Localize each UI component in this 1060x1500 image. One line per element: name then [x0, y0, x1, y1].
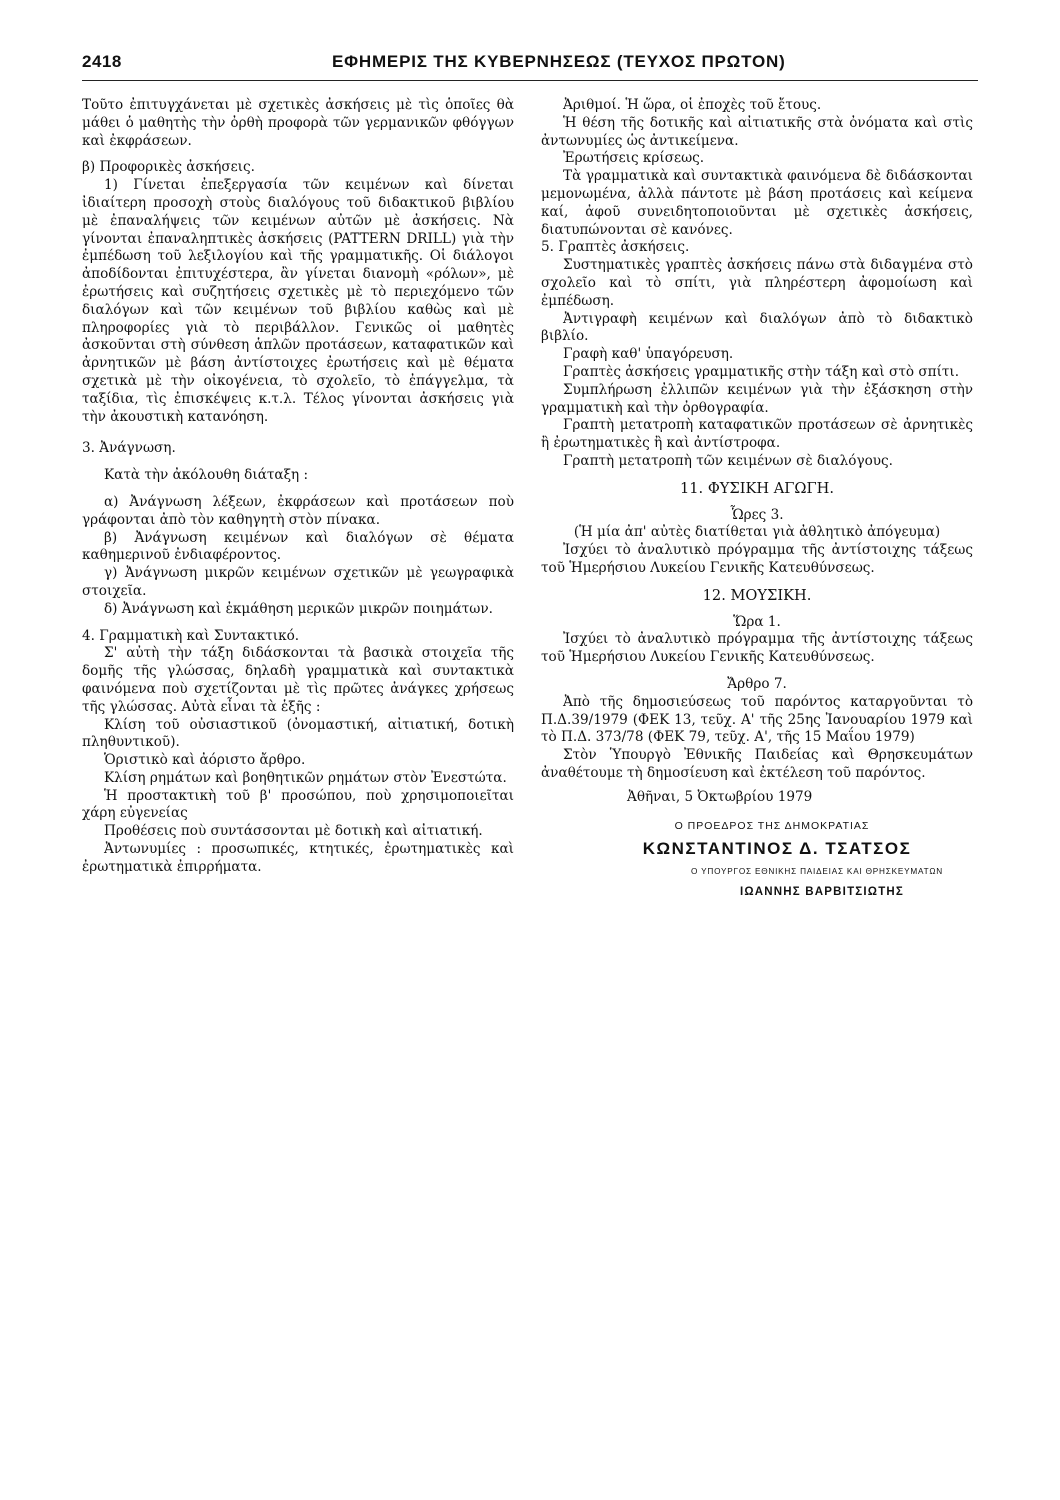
president-title: Ο ΠΡΟΕΔΡΟΣ ΤΗΣ ΔΗΜΟΚΡΑΤΙΑΣ — [674, 820, 870, 833]
written-item: Γραπτὴ μετατροπὴ καταφατικῶν προτάσεων σὲ ἀρνητικὲς ἢ ἐρωτηματικὲς ἢ καὶ ἀντίστροφα. — [541, 417, 973, 452]
reading-heading: 3. Ἀνάγνωση. — [82, 440, 176, 457]
left-column — [82, 97, 514, 877]
reading-item: α) Ἀνάγνωση λέξεων, ἐκφράσεων καὶ προτάσεων ποὺ γράφονται ἀπὸ τὸν καθηγητὴ στὸν πίνακα. — [82, 493, 514, 528]
written-item: Γραφὴ καθ' ὑπαγόρευση. — [563, 346, 734, 363]
physical-education-heading: 11. ΦΥΣΙΚΗ ΑΓΩΓΗ. — [679, 479, 835, 497]
written-item: Γραπτὲς ἀσκήσεις γραμματικῆς στὴν τάξη καὶ στὸ σπίτι. — [563, 363, 960, 380]
right-column — [541, 97, 973, 902]
minister-name: ΙΩΑΝΝΗΣ ΒΑΡΒΙΤΣΙΩΤΗΣ — [739, 885, 905, 898]
issue-date: Ἀθῆναι, 5 Ὀκτωβρίου 1979 — [627, 788, 813, 805]
grammar-intro: Σ' αὐτὴ τὴν τάξη διδάσκονται τὰ βασικὰ στοιχεῖα τῆς δομῆς τῆς γλώσσας, δηλαδὴ γραμματικὰ καὶ συντακτικὰ φαινόμενα ποὺ σχετίζονται μὲ τὶς πρῶτες ἀνάγκες χρήσεως τῆς γλώσσας. Αὐτὰ εἶναι τὰ ἑξῆς : — [82, 645, 514, 715]
reading-item: β) Ἀνάγνωση κειμένων καὶ διαλόγων σὲ θέματα καθημερινοῦ ἐνδιαφέροντος. — [82, 529, 514, 564]
physical-education-hours: Ὧρες 3. — [730, 506, 784, 523]
minister-title: Ο ΥΠΟΥΡΓΟΣ ΕΘΝΙΚΗΣ ΠΑΙΔΕΙΑΣ ΚΑΙ ΘΡΗΣΚΕΥΜΑΤΩΝ — [691, 867, 943, 877]
grammar-item: Ἀριθμοί. Ἡ ὥρα, οἱ ἐποχὲς τοῦ ἔτους. — [563, 97, 822, 113]
grammar-item: Κλίση ρημάτων καὶ βοηθητικῶν ρημάτων στὸν Ἐνεστώτα. — [104, 769, 507, 786]
music-hours: Ὥρα 1. — [733, 613, 781, 630]
grammar-item: Ἀντωνυμίες : προσωπικές, κτητικές, ἐρωτηματικὲς καὶ ἐρωτηματικὰ ἐπιρρήματα. — [82, 841, 514, 875]
header-rule — [82, 80, 978, 81]
music-heading: 12. ΜΟΥΣΙΚΗ. — [702, 586, 812, 604]
reading-intro: Κατὰ τὴν ἀκόλουθη διάταξη : — [104, 467, 309, 484]
written-item: Ἀντιγραφὴ κειμένων καὶ διαλόγων ἀπὸ τὸ διδακτικὸ βιβλίο. — [541, 310, 973, 345]
gazette-title: ΕΦΗΜΕΡΙΣ ΤΗΣ ΚΥΒΕΡΝΗΣΕΩΣ (ΤΕΥΧΟΣ ΠΡΩΤΟΝ) — [332, 52, 786, 71]
grammar-item: Ἡ προστακτικὴ τοῦ β' προσώπου, ποὺ χρησιμοποιεῖται χάρη εὐγενείας — [82, 787, 514, 822]
grammar-item: Ὁριστικὸ καὶ ἀόριστο ἄρθρο. — [104, 752, 306, 769]
written-item: Συμπλήρωση ἐλλιπῶν κειμένων γιὰ τὴν ἐξάσκηση στὴν γραμματικὴ καὶ τὴν ὀρθογραφία. — [541, 381, 973, 416]
oral-exercises-text: 1) Γίνεται ἐπεξεργασία τῶν κειμένων καὶ δίνεται ἰδιαίτερη προσοχὴ στοὺς διαλόγους τοῦ διδακτικοῦ βιβλίου μὲ ἐπαναλήψεις τῶν κειμένων αὐτῶν μὲ ἀσκήσεις. Νὰ γίνονται ἐπαναληπτικὲς ἀσκήσεις (PATTERN DRILL) γιὰ τὴν ἐμπέδωση τοῦ λεξιλογίου καὶ τῆς γραμματικῆς. Οἱ διάλογοι ἀποδίδονται ἐπιτυχέστερα, ἂν γίνεται διανομὴ «ρόλων», μὲ ἐρωτήσεις καὶ συζητήσεις σχετικὲς μὲ τὸ περιεχόμενο τῶν διαλόγων καὶ τῶν κειμένων τοῦ βιβλίου καθὼς καὶ μὲ πληροφορίες γιὰ τὸ περιβάλλον. Γενικῶς οἱ μαθητὲς ἀσκοῦνται στὴ σύνθεση ἁπλῶν προτάσεων, καταφατικῶν καὶ ἀρνητικῶν μὲ βάση ἀντίστοιχες ἐρωτήσεις καὶ μὲ θέματα σχετικὰ μὲ τὴν οἰκογένεια, τὸ σχολεῖο, τὸ ἐπάγγελμα, τὰ ταξίδια, τὶς ἐπισκέψεις κ.τ.λ. Τέλος γίνονται ἀσκήσεις γιὰ τὴν ἀκουστικὴ κατανόηση. — [82, 177, 514, 425]
music-text: Ἰσχύει τὸ ἀναλυτικὸ πρόγραμμα τῆς ἀντίστοιχης τάξεως τοῦ Ἡμερήσιου Λυκείου Γενικῆς Κατευθύνσεως. — [541, 631, 973, 666]
page-header — [82, 52, 978, 80]
article-text-2: Στὸν Ὑπουργὸ Ἐθνικῆς Παιδείας καὶ Θρησκευμάτων ἀναθέτουμε τὴ δημοσίευση καὶ ἐκτέλεση τοῦ παρόντος. — [541, 747, 973, 781]
intro-paragraph: Τοῦτο ἐπιτυγχάνεται μὲ σχετικὲς ἀσκήσεις μὲ τὶς ὁποῖες θὰ μάθει ὁ μαθητὴς τὴν ὀρθὴ προφορὰ τῶν γερμανικῶν φθόγγων καὶ ἐκφράσεων. — [82, 97, 514, 149]
article-text: Ἀπὸ τῆς δημοσιεύσεως τοῦ παρόντος καταργοῦνται τὸ Π.Δ.39/1979 (ΦΕΚ 13, τεῦχ. Α' τῆς 25ης Ἰανουαρίου 1979 καὶ τὸ Π.Δ. 373/78 (ΦΕΚ 79, τεῦχ. Α', τῆς 15 Μαΐου 1979) — [541, 693, 973, 746]
physical-education-note: (Ἡ μία ἀπ' αὐτὲς διατίθεται γιὰ ἀθλητικὸ ἀπόγευμα) — [573, 524, 941, 541]
physical-education-text: Ἰσχύει τὸ ἀναλυτικὸ πρόγραμμα τῆς ἀντίστοιχης τάξεως τοῦ Ἡμερήσιου Λυκείου Γενικῆς Κατευθύνσεως. — [541, 542, 973, 576]
grammar-item: Κλίση τοῦ οὐσιαστικοῦ (ὀνομαστική, αἰτιατική, δοτικὴ πληθυντικοῦ). — [82, 716, 514, 751]
grammar-item: Ἡ θέση τῆς δοτικῆς καὶ αἰτιατικῆς στὰ ὀνόματα καὶ στὶς ἀντωνυμίες ὡς ἀντικείμενα. — [541, 114, 973, 149]
president-name: ΚΩΝΣΤΑΝΤΙΝΟΣ Δ. ΤΣΑΤΣΟΣ — [642, 839, 912, 859]
oral-exercises-heading: β) Προφορικὲς ἀσκήσεις. — [82, 159, 255, 176]
written-item: Συστηματικὲς γραπτὲς ἀσκήσεις πάνω στὰ διδαγμένα στὸ σχολεῖο καὶ τὸ σπίτι, γιὰ πληρέστερη ἀφομοίωση καὶ ἐμπέδωση. — [541, 257, 973, 309]
written-exercises-heading: 5. Γραπτὲς ἀσκήσεις. — [541, 239, 690, 256]
page-number: 2418 — [82, 52, 122, 71]
article-heading: Ἄρθρο 7. — [727, 675, 787, 692]
reading-item: γ) Ἀνάγνωση μικρῶν κειμένων σχετικῶν μὲ γεωγραφικὰ στοιχεῖα. — [82, 565, 514, 599]
written-item: Γραπτὴ μετατροπὴ τῶν κειμένων σὲ διαλόγους. — [563, 452, 893, 469]
grammar-heading: 4. Γραμματικὴ καὶ Συντακτικό. — [82, 627, 300, 644]
reading-item: δ) Ἀνάγνωση καὶ ἐκμάθηση μερικῶν μικρῶν ποιημάτων. — [104, 600, 493, 617]
grammar-item: Τὰ γραμματικὰ καὶ συντακτικὰ φαινόμενα δὲ διδάσκονται μεμονωμένα, ἀλλὰ πάντοτε μὲ βάση προτάσεις καὶ κείμενα καί, ἀφοῦ συνειδητοποιοῦνται μὲ σχετικὲς ἀσκήσεις, διατυπώνονται σὲ κανόνες. — [541, 168, 973, 238]
grammar-item: Ἐρωτήσεις κρίσεως. — [563, 150, 705, 167]
grammar-item: Προθέσεις ποὺ συντάσσονται μὲ δοτικὴ καὶ αἰτιατική. — [104, 823, 483, 840]
